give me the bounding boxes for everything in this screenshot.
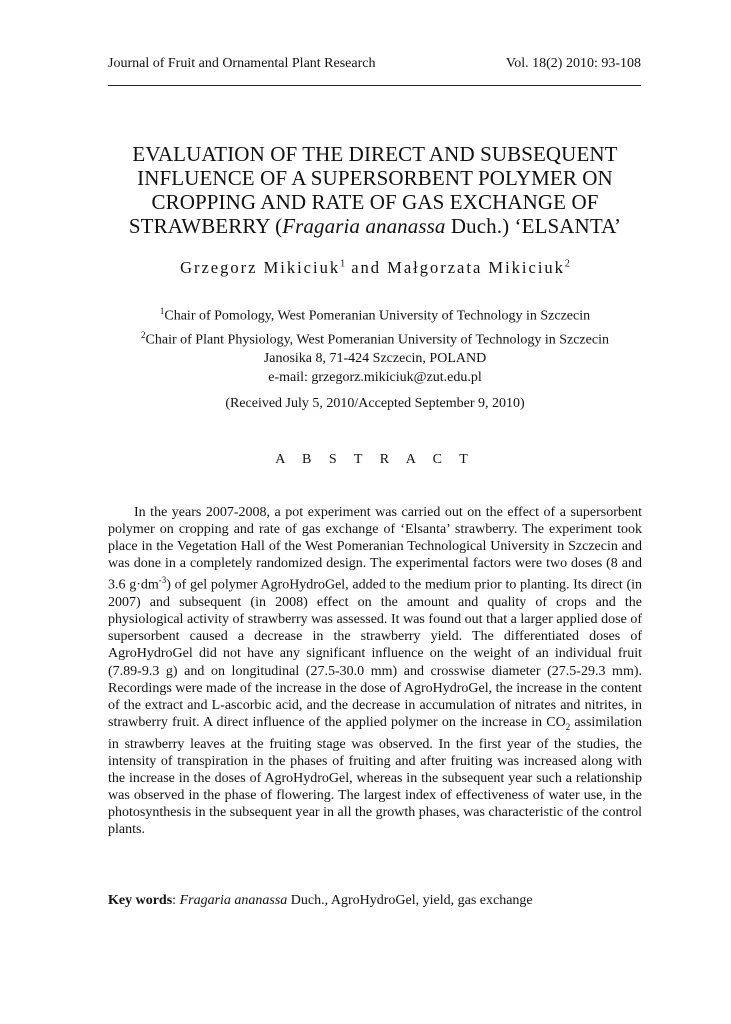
keywords-label: Key words — [108, 893, 173, 908]
keywords-species: Fragaria ananassa — [179, 893, 288, 908]
affiliation-2 — [100, 326, 650, 350]
affiliation-2-mark: 2 — [141, 329, 146, 340]
authors — [100, 258, 650, 278]
abstract-part-1: In the years 2007-2008, a pot experiment was carried out on the effect of a supersorbent polymer on cropping and rate of gas exchange of ‘Elsanta’ strawberry. The experiment took place in the Vegetation Hall of the West Pomeranian Technological University in Szczecin and was done in a completely randomized design. The experimental factors were two doses (8 and 3.6 g·dm — [108, 505, 642, 594]
abstract-part-3: assimilation in strawberry leaves at the fruiting stage was observed. In the first year of the studies, the intensity of transpiration in the phases of fruiting and after fruiting was increased along with the increase in the doses of AgroHydroGel, whereas in the subsequent year such a relationship was observed in the phase of flowering. The largest index of effectiveness of water use, in the photosynthesis in the subsequent year in all the growth phases, was characteristic of the control plants. — [108, 714, 642, 838]
running-header — [108, 56, 641, 72]
title-line-4 — [100, 214, 650, 238]
paper-title — [100, 142, 650, 238]
header-rule — [108, 85, 641, 86]
volume-info: Vol. 18(2) 2010: 93-108 — [505, 56, 641, 71]
affiliation-1-mark: 1 — [159, 306, 165, 316]
title-line-1: EVALUATION OF THE DIRECT AND SUBSEQUENT — [132, 142, 618, 166]
author-2-affil-mark: 2 — [564, 258, 570, 270]
abstract-body — [108, 504, 642, 838]
affiliation-1 — [100, 302, 650, 326]
abstract-co2-subscript: 2 — [565, 721, 571, 732]
email: e-mail: grzegorz.mikiciuk@zut.edu.pl — [268, 370, 482, 386]
author-joiner: and — [345, 258, 388, 277]
abstract-unit-superscript: -3 — [158, 575, 167, 586]
affiliation-2-text: Chair of Plant Physiology, West Pomeranian University of Technology in Szczecin — [145, 332, 609, 348]
title-line-2: INFLUENCE OF A SUPERSORBENT POLYMER ON — [137, 166, 613, 190]
address: Janosika 8, 71-424 Szczecin, POLAND — [263, 351, 487, 367]
keywords — [108, 893, 642, 909]
abstract-part-2: ) of gel polymer AgroHydroGel, added to the medium prior to planting. Its direct (in 2007) and subsequent (in 2008) effect on the amount and quality of crops and the physiological activity of strawberry was assessed. It was found out that a larger applied dose of supersorbent caused a decrease in the strawberry yield. The differentiated doses of AgroHydroGel did not have any significant influence on the weight of an individual fruit (7.89-9.3 g) and on longitudinal (27.5-30.0 mm) and crosswise diameter (27.5-29.3 mm). Recordings were made of the increase in the dose of AgroHydroGel, the increase in the content of the extract and L-ascorbic acid, and the decrease in accumulation of nitrates and nitrites, in strawberry fruit. A direct influence of the applied polymer on the increase in CO — [108, 578, 642, 730]
title-line-4-pre: STRAWBERRY ( — [128, 214, 283, 238]
abstract-paragraph — [108, 504, 642, 838]
author-2: Małgorzata Mikiciuk — [387, 258, 565, 277]
abstract-heading: A B S T R A C T — [275, 452, 475, 467]
keywords-colon: : — [172, 893, 180, 908]
author-1-affil-mark: 1 — [340, 258, 346, 270]
author-1: Grzegorz Mikiciuk — [180, 258, 341, 277]
title-line-4-post: Duch.) ‘ELSANTA’ — [445, 214, 622, 238]
received-dates: (Received July 5, 2010/Accepted September 9, 2010) — [225, 396, 525, 411]
affiliations — [100, 302, 650, 387]
title-line-3: CROPPING AND RATE OF GAS EXCHANGE OF — [151, 190, 599, 214]
keywords-rest: Duch., AgroHydroGel, yield, gas exchange — [287, 893, 533, 908]
affiliation-1-text: Chair of Pomology, West Pomeranian University of Technology in Szczecin — [164, 308, 591, 324]
journal-name: Journal of Fruit and Ornamental Plant Research — [108, 56, 376, 71]
title-species-italic: Fragaria ananassa — [282, 214, 446, 238]
